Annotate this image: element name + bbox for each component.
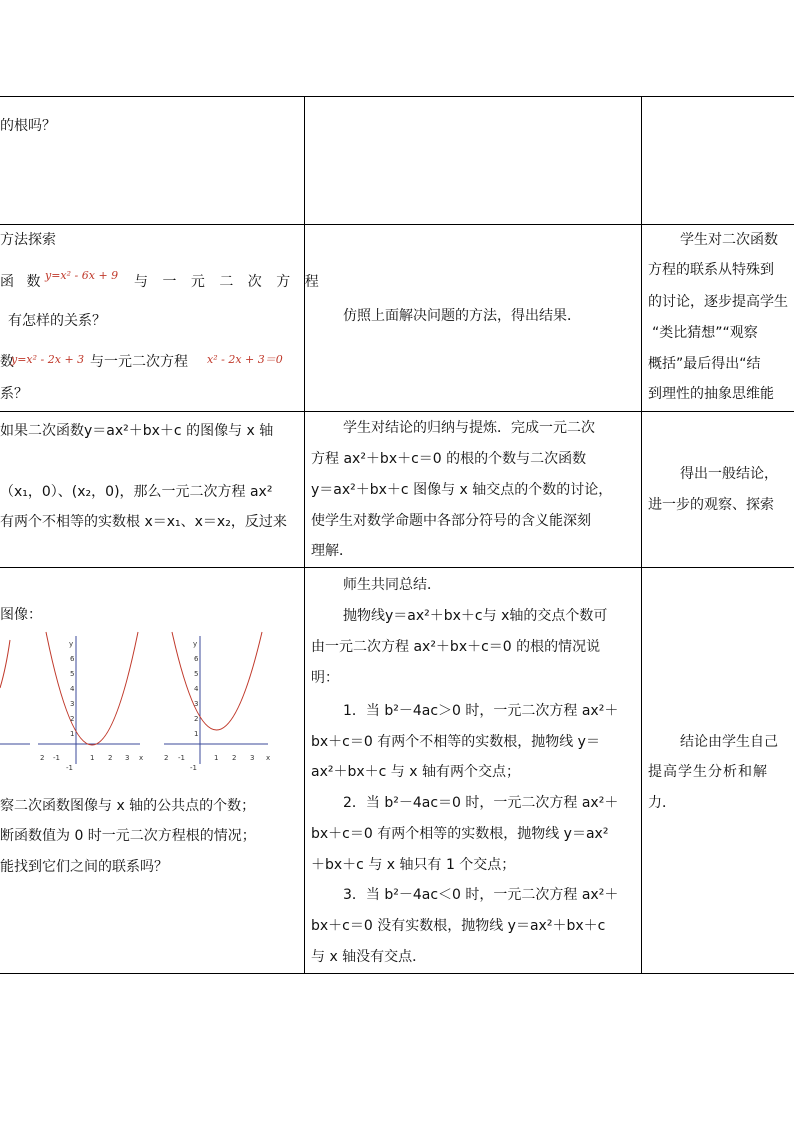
col-divider-2	[641, 96, 642, 974]
ytick-3a: 1	[194, 730, 199, 738]
r3-col2-line4: 使学生对数学命题中各部分符号的含义能深刻	[311, 513, 591, 529]
r4-col2-line9: bx＋c＝0 有两个相等的实数根，抛物线 y＝ax²	[311, 826, 609, 842]
xtick-2d: 2	[108, 754, 113, 762]
r2-col1-line1: 方法探索	[0, 232, 56, 248]
r4-col1-line4: 能找到它们之间的联系吗？	[0, 859, 168, 875]
r3-col3-line1: 得出一般结论，	[680, 466, 778, 482]
neg-label-2: -1	[66, 764, 73, 772]
col-divider-1	[304, 96, 305, 974]
parabola-curve-3	[172, 632, 262, 730]
r4-col2-line10: ＋bx＋c 与 x 轴只有 1 个交点；	[311, 857, 516, 873]
r1-col1-text: 的根吗？	[0, 118, 56, 134]
xtick-2c: 1	[90, 754, 95, 762]
xtick-2b: -1	[53, 754, 60, 762]
r4-col1-line3: 断函数值为 0 时一元二次方程根的情况；	[0, 828, 256, 844]
r2-col3-line4: “类比猜想”“观察	[652, 325, 758, 341]
row-divider-1	[0, 224, 794, 225]
xtick-2a: 2	[40, 754, 45, 762]
r2-col1-line4-mid: 与一元二次方程	[90, 354, 188, 370]
r2-col3-line5: 概括”最后得出“结	[648, 356, 761, 372]
r2-col3-line3: 的讨论，逐步提高学生	[648, 294, 788, 310]
x-label-2: x	[139, 754, 144, 762]
r2-col2-text: 仿照上面解决问题的方法，得出结果．	[343, 308, 581, 324]
r2-col3-line2: 方程的联系从特殊到	[648, 262, 774, 278]
r2-col1-line2-post: 与 一 元 二 次 方 程	[134, 274, 324, 290]
r3-col2-line5: 理解．	[311, 543, 353, 559]
ytick-3d: 4	[194, 685, 199, 693]
r4-col2-line2: 抛物线y＝ax²＋bx＋c与 x轴的交点个数可	[343, 608, 608, 624]
r4-col2-line7: ax²＋bx＋c 与 x 轴有两个交点；	[311, 764, 520, 780]
r4-col1-line1: 图像：	[0, 607, 42, 623]
table-top-border	[0, 96, 794, 97]
r2-col1-line4-pre: 数	[0, 354, 14, 370]
parabola-curve-2	[46, 632, 138, 745]
r4-col2-line6: bx＋c＝0 有两个不相等的实数根，抛物线 y＝	[311, 734, 600, 750]
x-label-3: x	[266, 754, 271, 762]
xtick-2e: 3	[125, 754, 130, 762]
r3-col2-line2: 方程 ax²＋bx＋c＝0 的根的个数与二次函数	[311, 451, 587, 467]
xtick-3b: -1	[178, 754, 185, 762]
y-label-2: y	[69, 640, 74, 648]
r3-col2-line1: 学生对结论的归纳与提炼．完成一元二次	[343, 420, 595, 436]
ytick-2b: 2	[70, 715, 75, 723]
ytick-2a: 1	[70, 730, 75, 738]
xtick-3d: 2	[232, 754, 237, 762]
row-divider-2	[0, 411, 794, 412]
r4-col3-line3: 力．	[648, 795, 676, 811]
r4-col3-line1: 结论由学生自己	[680, 734, 778, 750]
row-divider-3	[0, 567, 794, 568]
ytick-2f: 6	[70, 655, 75, 663]
parabola-graphs	[0, 628, 280, 778]
table-bottom-border	[0, 973, 794, 974]
r4-col1-line2: 察二次函数图像与 x 轴的公共点的个数；	[0, 798, 256, 814]
ytick-2d: 4	[70, 685, 75, 693]
r2-col1-line5: 系？	[0, 386, 28, 402]
r3-col2-line3: y＝ax²＋bx＋c 图像与 x 轴交点的个数的讨论，	[311, 482, 613, 498]
r3-col1-line2: （x₁，0）、(x₂，0)，那么一元二次方程 ax²	[0, 484, 273, 500]
r4-col2-line4: 明：	[311, 670, 339, 686]
r4-col2-line11: 3．当 b²－4ac＜0 时，一元二次方程 ax²＋	[343, 887, 619, 903]
r3-col1-line1: 如果二次函数y＝ax²＋bx＋c 的图像与 x 轴	[0, 423, 274, 439]
r4-col2-line12: bx＋c＝0 没有实数根，抛物线 y＝ax²＋bx＋c	[311, 918, 606, 934]
r4-col2-line5: 1．当 b²－4ac＞0 时，一元二次方程 ax²＋	[343, 703, 619, 719]
r2-col1-formula-2: y=x² - 2x + 3	[11, 353, 85, 366]
r4-col2-line13: 与 x 轴没有交点．	[311, 949, 427, 965]
r2-col3-line1: 学生对二次函数	[680, 232, 778, 248]
r4-col2-line3: 由一元二次方程 ax²＋bx＋c＝0 的根的情况说	[311, 639, 601, 655]
y-label-3: y	[193, 640, 198, 648]
r2-col1-formula-3: x² - 2x + 3＝0	[207, 353, 283, 366]
parabola-curve-1	[0, 640, 10, 688]
xtick-3e: 3	[250, 754, 255, 762]
xtick-3a: 2	[164, 754, 169, 762]
r2-col3-line6: 到理性的抽象思维能	[648, 386, 774, 402]
ytick-2c: 3	[70, 700, 75, 708]
ytick-2e: 5	[70, 670, 75, 678]
ytick-3b: 2	[194, 715, 199, 723]
neg-label-3: -1	[190, 764, 197, 772]
r2-col1-line3: 有怎样的关系？	[8, 313, 106, 329]
r4-col2-line1: 师生共同总结．	[343, 577, 441, 593]
r3-col1-line3: 有两个不相等的实数根 x＝x₁、x＝x₂，反过来	[0, 514, 287, 530]
ytick-3c: 3	[194, 700, 199, 708]
r2-col1-formula-1: y=x² - 6x + 9	[45, 269, 119, 282]
r2-col1-line2-pre: 函 数	[0, 274, 45, 290]
r4-col3-line2: 提高学生分析和解	[648, 764, 768, 780]
r4-col2-line8: 2．当 b²－4ac＝0 时，一元二次方程 ax²＋	[343, 795, 619, 811]
r3-col3-line2: 进一步的观察、探索	[648, 497, 774, 513]
ytick-3f: 6	[194, 655, 199, 663]
xtick-3c: 1	[214, 754, 219, 762]
ytick-3e: 5	[194, 670, 199, 678]
